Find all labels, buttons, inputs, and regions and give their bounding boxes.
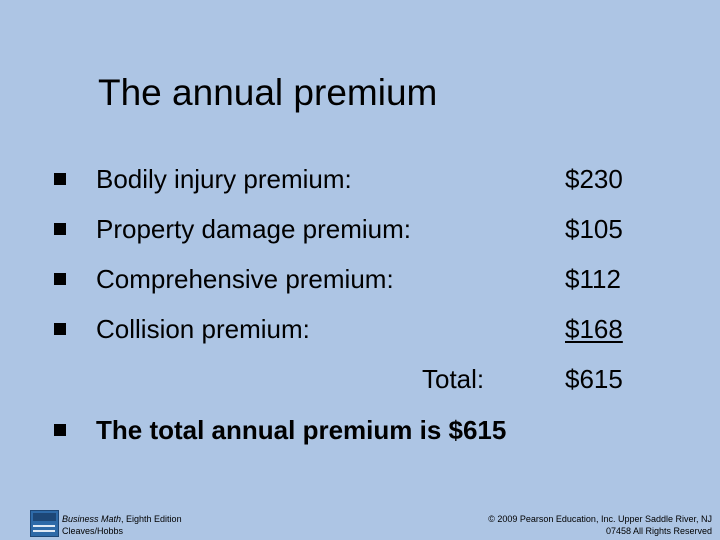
footer-book-title: Business Math	[62, 514, 122, 524]
footer-copyright	[488, 513, 712, 537]
square-bullet-icon	[54, 223, 66, 235]
footer-edition: , Eighth Edition	[121, 514, 182, 524]
premium-row-bodily-injury	[0, 162, 720, 196]
square-bullet-icon	[54, 173, 66, 185]
footer-authors: Cleaves/Hobbs	[62, 526, 124, 536]
premium-total-row	[0, 362, 720, 396]
premium-label: Collision premium:	[96, 314, 310, 344]
square-bullet-icon	[54, 323, 66, 335]
total-amount: $615	[565, 364, 623, 394]
square-bullet-icon	[54, 424, 66, 436]
footer-copyright-line1: © 2009 Pearson Education, Inc. Upper Saddle River, NJ	[488, 514, 712, 524]
premium-amount: $168	[565, 314, 623, 344]
premium-amount: $105	[565, 214, 623, 244]
slide-title: The annual premium	[98, 72, 438, 113]
square-bullet-icon	[54, 273, 66, 285]
footer-copyright-line2: 07458 All Rights Reserved	[605, 526, 712, 536]
premium-label: Property damage premium:	[96, 214, 412, 244]
premium-row-collision	[0, 312, 720, 346]
premium-row-property-damage	[0, 212, 720, 246]
premium-row-comprehensive	[0, 262, 720, 296]
footer-book-info	[62, 513, 182, 537]
conclusion-text: The total annual premium is $615	[96, 415, 507, 445]
premium-amount: $112	[565, 264, 621, 294]
total-label: Total:	[422, 364, 485, 394]
premium-label: Bodily injury premium:	[96, 164, 352, 194]
pearson-logo-icon	[30, 510, 59, 537]
conclusion-row	[0, 413, 720, 447]
premium-label: Comprehensive premium:	[96, 264, 394, 294]
premium-amount: $230	[565, 164, 623, 194]
